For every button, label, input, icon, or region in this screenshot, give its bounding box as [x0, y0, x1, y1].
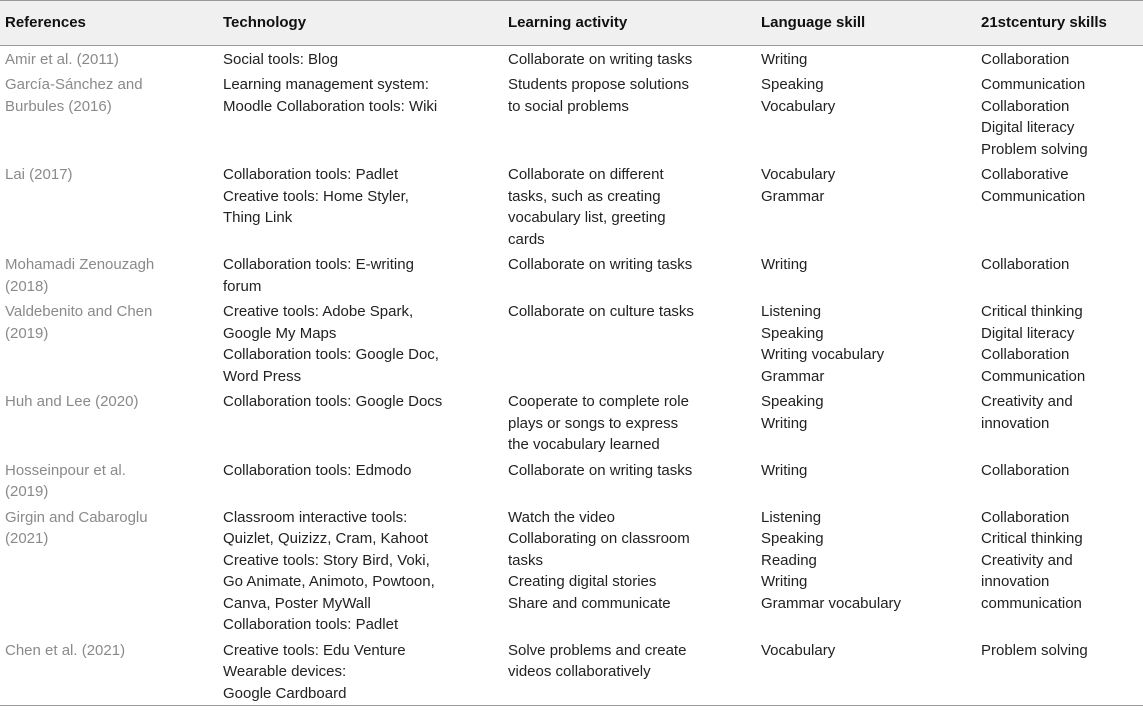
cell-text-line: Problem solving: [981, 641, 1088, 659]
technology-cell: [218, 45, 503, 71]
cell-text-line: Creating digital stories: [508, 573, 657, 590]
cell-text-line: Classroom interactive tools:: [223, 508, 408, 526]
cell-text-line: (2021): [5, 530, 49, 547]
header-row: [0, 1, 1143, 46]
technology-cell: [218, 504, 503, 637]
cell-text-line: Digital literacy: [981, 119, 1075, 136]
learning-activity-cell: [503, 45, 756, 71]
learning-activity-cell: [503, 457, 756, 504]
cell-text-line: Critical thinking: [981, 303, 1083, 320]
cell-text-line: Word Press: [223, 367, 302, 385]
cell-text-line: tasks, such as creating: [508, 187, 661, 205]
reference-cell: [0, 71, 218, 161]
cell-text-line: Problem solving: [981, 140, 1088, 158]
cell-text-line: (2019): [5, 483, 49, 500]
cell-text-line: Huh and Lee (2020): [5, 393, 139, 410]
cell-text-line: Communication: [981, 76, 1086, 93]
cell-text-line: Social tools: Blog: [223, 50, 339, 68]
century-skills-cell: [976, 388, 1143, 457]
cell-text-line: Collaboration: [981, 508, 1070, 526]
cell-text-line: Hosseinpour et al.: [5, 461, 126, 479]
cell-text-line: Girgin and Cabaroglu: [5, 508, 148, 526]
technology-cell: [218, 161, 503, 251]
century-skills-cell: [976, 298, 1143, 388]
learning-activity-cell: [503, 161, 756, 251]
cell-text-line: communication: [981, 594, 1082, 612]
language-skill-cell: [756, 71, 976, 161]
cell-text-line: Grammar vocabulary: [761, 594, 902, 612]
cell-text-line: Learning management system:: [223, 76, 429, 93]
cell-text-line: Digital literacy: [981, 324, 1075, 342]
cell-text-line: Speaking: [761, 324, 824, 342]
table-row: [0, 388, 1143, 457]
learning-activity-cell: [503, 251, 756, 298]
learning-activity-cell: [503, 388, 756, 457]
cell-text-line: Valdebenito and Chen: [5, 303, 153, 320]
century-skills-cell: [976, 45, 1143, 71]
language-skill-cell: [756, 45, 976, 71]
table-body: [0, 45, 1143, 706]
cell-text-line: Collaborate on culture tasks: [508, 303, 694, 320]
cell-text-line: Chen et al. (2021): [5, 641, 126, 659]
language-skill-cell: [756, 251, 976, 298]
cell-text-line: Collaboration tools: Padlet: [223, 166, 399, 183]
technology-cell: [218, 71, 503, 161]
cell-text-line: innovation: [981, 573, 1050, 590]
table-row: [0, 251, 1143, 298]
reference-cell: [0, 388, 218, 457]
language-skill-cell: [756, 457, 976, 504]
cell-text-line: Vocabulary: [761, 166, 836, 183]
cell-text-line: Speaking: [761, 76, 824, 93]
cell-text-line: Reading: [761, 551, 817, 569]
cell-text-line: Amir et al. (2011): [5, 50, 119, 68]
cell-text-line: plays or songs to express: [508, 414, 679, 432]
cell-text-line: videos collaboratively: [508, 663, 651, 680]
cell-text-line: Students propose solutions: [508, 76, 689, 93]
cell-text-line: Speaking: [761, 530, 824, 547]
language-skill-cell: [756, 161, 976, 251]
cell-text-line: Solve problems and create: [508, 641, 687, 659]
cell-text-line: Canva, Poster MyWall: [223, 594, 371, 612]
reference-cell: [0, 504, 218, 637]
cell-text-line: Collaboration tools: Google Doc,: [223, 346, 439, 363]
learning-activity-cell: [503, 298, 756, 388]
cell-text-line: Collaborative: [981, 166, 1069, 183]
cell-text-line: Creativity and: [981, 393, 1073, 410]
cell-text-line: Collaborate on writing tasks: [508, 256, 693, 273]
header-technology: Technology: [223, 14, 307, 31]
cell-text-line: Burbules (2016): [5, 97, 112, 115]
cell-text-line: Communication: [981, 367, 1086, 385]
cell-text-line: Google My Maps: [223, 324, 337, 342]
cell-text-line: Collaboration: [981, 461, 1070, 479]
reference-cell: [0, 251, 218, 298]
cell-text-line: Collaboration tools: Google Docs: [223, 393, 443, 410]
century-skills-cell: [976, 457, 1143, 504]
header-21st-century-skills: 21stcentury skills: [981, 14, 1107, 31]
cell-text-line: Creativity and: [981, 551, 1073, 569]
table-row: [0, 45, 1143, 71]
cell-text-line: García-Sánchez and: [5, 76, 143, 93]
table-row: [0, 504, 1143, 637]
cell-text-line: Collaboration tools: E-writing: [223, 256, 414, 273]
table-row: [0, 298, 1143, 388]
cell-text-line: Creative tools: Home Styler,: [223, 187, 409, 205]
technology-cell: [218, 388, 503, 457]
cell-text-line: Creative tools: Edu Venture: [223, 641, 406, 659]
century-skills-cell: [976, 71, 1143, 161]
reference-cell: [0, 45, 218, 71]
table-row: [0, 637, 1143, 706]
cell-text-line: Creative tools: Story Bird, Voki,: [223, 551, 430, 569]
cell-text-line: Vocabulary: [761, 641, 836, 659]
cell-text-line: Creative tools: Adobe Spark,: [223, 303, 414, 320]
cell-text-line: Watch the video: [508, 508, 615, 526]
cell-text-line: Critical thinking: [981, 530, 1083, 547]
cell-text-line: Grammar: [761, 187, 825, 205]
cell-text-line: Speaking: [761, 393, 824, 410]
reference-cell: [0, 298, 218, 388]
cell-text-line: Writing vocabulary: [761, 346, 885, 363]
cell-text-line: Listening: [761, 303, 822, 320]
cell-text-line: Quizlet, Quizizz, Cram, Kahoot: [223, 530, 429, 547]
cell-text-line: Cooperate to complete role: [508, 393, 689, 410]
cell-text-line: Google Cardboard: [223, 684, 347, 702]
cell-text-line: Mohamadi Zenouzagh: [5, 256, 155, 273]
cell-text-line: the vocabulary learned: [508, 436, 660, 453]
header-references: References: [5, 14, 86, 31]
century-skills-cell: [976, 251, 1143, 298]
cell-text-line: to social problems: [508, 97, 629, 115]
learning-activity-cell: [503, 71, 756, 161]
cell-text-line: Thing Link: [223, 209, 293, 226]
cell-text-line: Collaboration tools: Padlet: [223, 616, 399, 633]
cell-text-line: Communication: [981, 187, 1086, 205]
table-row: [0, 71, 1143, 161]
header-learning-activity: Learning activity: [508, 14, 628, 31]
cell-text-line: Lai (2017): [5, 166, 73, 183]
header-language-skill: Language skill: [761, 14, 866, 31]
cell-text-line: Grammar: [761, 367, 825, 385]
cell-text-line: Vocabulary: [761, 97, 836, 115]
technology-cell: [218, 457, 503, 504]
cell-text-line: Go Animate, Animoto, Powtoon,: [223, 573, 435, 590]
reference-cell: [0, 457, 218, 504]
reference-cell: [0, 161, 218, 251]
century-skills-cell: [976, 504, 1143, 637]
cell-text-line: Collaboration tools: Edmodo: [223, 461, 412, 479]
language-skill-cell: [756, 298, 976, 388]
cell-text-line: Collaborate on writing tasks: [508, 461, 693, 479]
language-skill-cell: [756, 637, 976, 706]
reference-cell: [0, 637, 218, 706]
cell-text-line: Writing: [761, 50, 808, 68]
century-skills-cell: [976, 637, 1143, 706]
language-skill-cell: [756, 504, 976, 637]
language-skill-cell: [756, 388, 976, 457]
cell-text-line: forum: [223, 277, 262, 295]
cell-text-line: Collaborate on different: [508, 166, 664, 183]
cell-text-line: tasks: [508, 551, 544, 569]
cell-text-line: Collaborating on classroom: [508, 530, 690, 547]
cell-text-line: Collaboration: [981, 97, 1070, 115]
cell-text-line: (2019): [5, 324, 49, 342]
cell-text-line: Writing: [761, 414, 808, 432]
cell-text-line: vocabulary list, greeting: [508, 209, 666, 226]
cell-text-line: (2018): [5, 277, 49, 295]
cell-text-line: Collaboration: [981, 50, 1070, 68]
cell-text-line: Wearable devices:: [223, 663, 347, 680]
cell-text-line: Collaborate on writing tasks: [508, 50, 693, 68]
cell-text-line: Moodle Collaboration tools: Wiki: [223, 97, 438, 115]
cell-text-line: Share and communicate: [508, 594, 671, 612]
table-row: [0, 161, 1143, 251]
cell-text-line: Writing: [761, 256, 808, 273]
learning-activity-cell: [503, 504, 756, 637]
cell-text-line: Writing: [761, 573, 808, 590]
technology-cell: [218, 298, 503, 388]
cell-text-line: cards: [508, 230, 545, 248]
cell-text-line: Collaboration: [981, 256, 1070, 273]
cell-text-line: Collaboration: [981, 346, 1070, 363]
technology-cell: [218, 637, 503, 706]
cell-text-line: Writing: [761, 461, 808, 479]
table-header: [0, 1, 1143, 46]
cell-text-line: innovation: [981, 414, 1050, 432]
table-row: [0, 457, 1143, 504]
cell-text-line: Listening: [761, 508, 822, 526]
learning-activity-cell: [503, 637, 756, 706]
technology-cell: [218, 251, 503, 298]
century-skills-cell: [976, 161, 1143, 251]
